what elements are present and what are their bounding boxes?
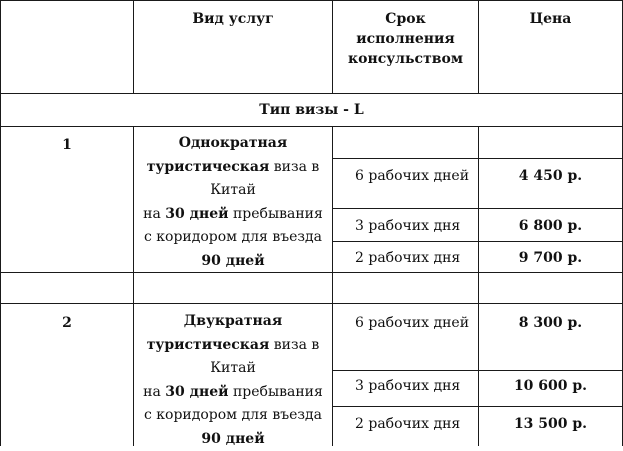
service-line — [134, 156, 332, 180]
price-cell: 9 700 р. — [479, 248, 622, 268]
price-cell: 8 300 р. — [479, 313, 622, 333]
term-cell: 2 рабочих дня — [333, 414, 478, 434]
service-description — [134, 310, 332, 451]
header-term-line: исполнения — [333, 29, 478, 49]
service-text: с коридором для въезда — [144, 229, 322, 245]
service-text: 30 дней — [165, 384, 228, 400]
service-line — [134, 226, 332, 250]
service-description — [134, 132, 332, 273]
service-text: 30 дней — [165, 206, 228, 222]
grid-line — [0, 126, 623, 127]
grid-line — [0, 93, 623, 94]
term-cell: 6 рабочих дней — [333, 313, 478, 333]
term-cell: 3 рабочих дня — [333, 216, 478, 236]
service-line — [134, 179, 332, 203]
service-text: на — [143, 206, 165, 222]
price-cell: 10 600 р. — [479, 376, 622, 396]
service-text: пребывания — [229, 384, 323, 400]
row-number: 2 — [1, 313, 133, 333]
service-line — [134, 203, 332, 227]
term-cell: 6 рабочих дней — [333, 166, 478, 186]
service-text: на — [143, 384, 165, 400]
service-text: туристическая — [147, 337, 270, 353]
service-text: Китай — [210, 360, 256, 376]
row-number: 1 — [1, 135, 133, 155]
service-line — [134, 250, 332, 274]
grid-line — [0, 0, 1, 446]
header-price: Цена — [479, 9, 622, 29]
service-line — [134, 357, 332, 381]
term-cell: 2 рабочих дня — [333, 248, 478, 268]
service-line — [134, 132, 332, 156]
service-line — [134, 310, 332, 334]
grid-line — [0, 303, 623, 304]
price-cell: 4 450 р. — [479, 166, 622, 186]
service-text: с коридором для въезда — [144, 407, 322, 423]
service-text: 90 дней — [201, 253, 264, 269]
price-cell: 6 800 р. — [479, 216, 622, 236]
service-line — [134, 334, 332, 358]
header-term-line: Срок — [333, 9, 478, 29]
service-line — [134, 428, 332, 451]
service-text: 90 дней — [201, 431, 264, 447]
service-text: туристическая — [147, 159, 270, 175]
service-text: виза в — [269, 159, 319, 175]
grid-line — [0, 0, 623, 1]
header-service: Вид услуг — [134, 9, 332, 29]
service-text: пребывания — [229, 206, 323, 222]
service-text: Китай — [210, 182, 256, 198]
price-cell: 13 500 р. — [479, 414, 622, 434]
service-text: виза в — [269, 337, 319, 353]
service-line — [134, 404, 332, 428]
term-cell: 3 рабочих дня — [333, 376, 478, 396]
service-text: Двукратная — [184, 313, 282, 329]
header-term-line: консульством — [333, 49, 478, 69]
section-title: Тип визы - L — [1, 100, 622, 120]
header-term — [333, 9, 478, 69]
service-text: Однократная — [179, 135, 287, 151]
service-line — [134, 381, 332, 405]
